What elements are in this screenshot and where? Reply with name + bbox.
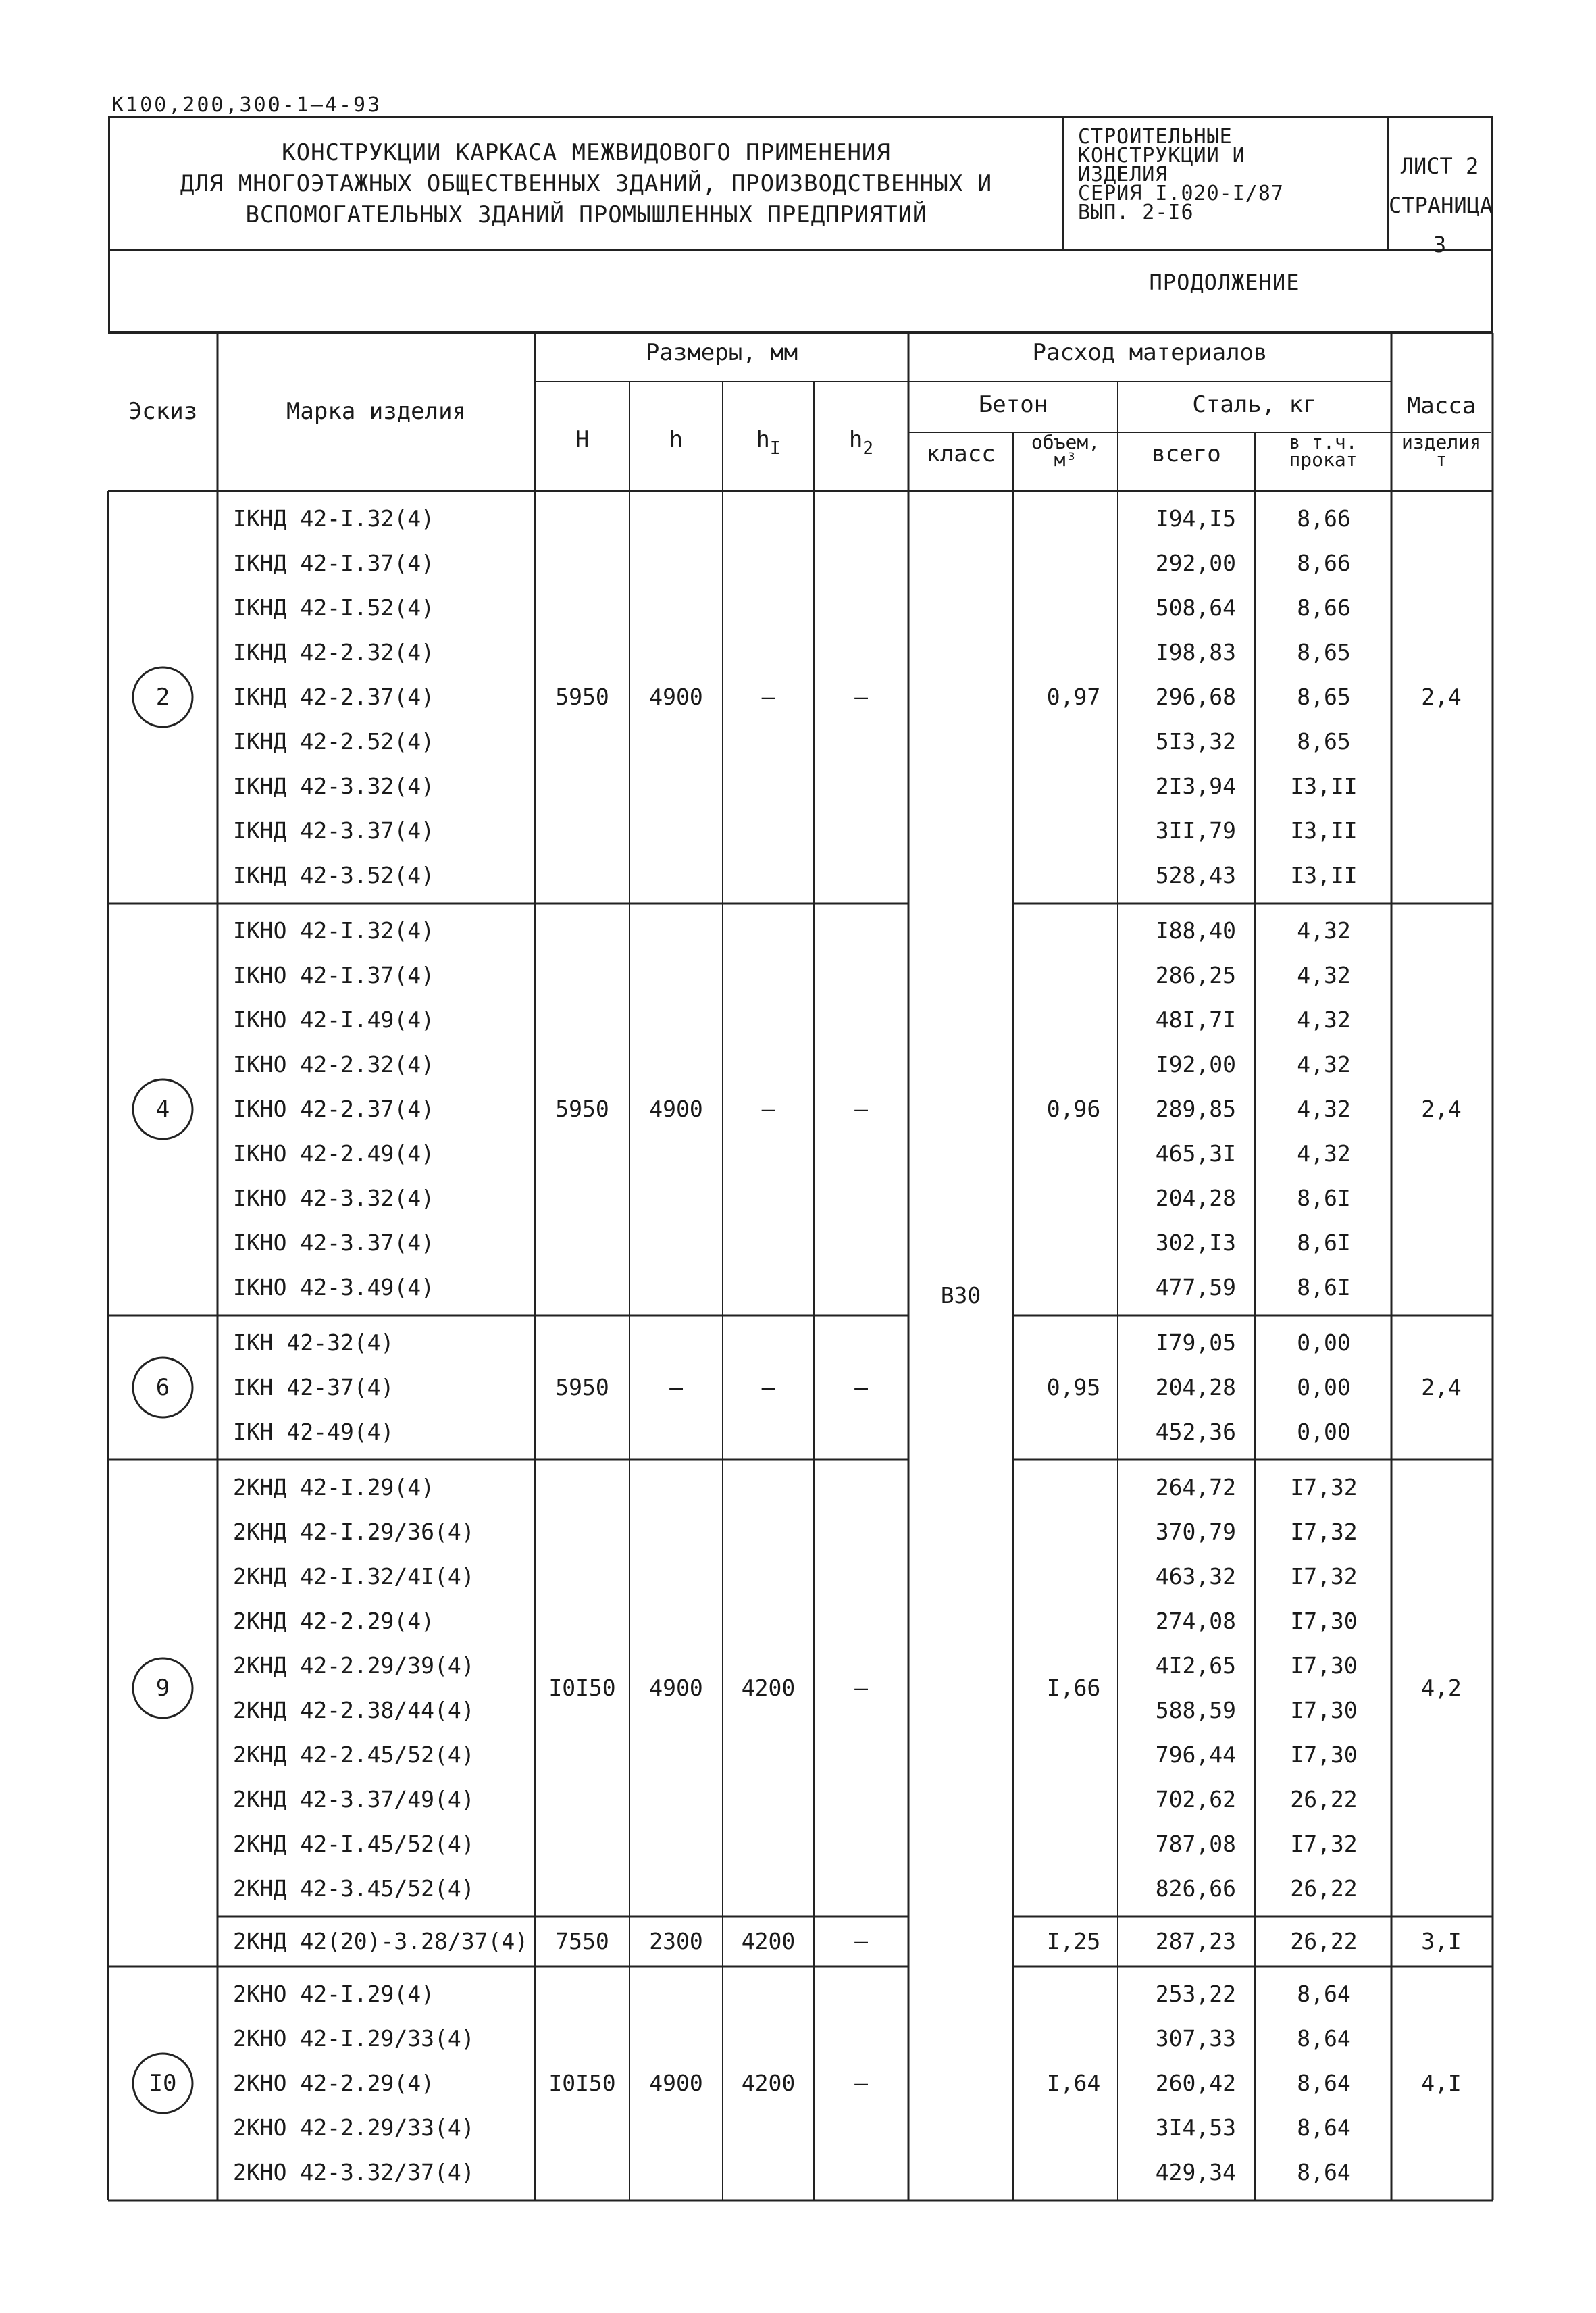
steel-rolled-value: 8,64	[1297, 1981, 1351, 2007]
product-mark: 2КНД 42-I.45/52(4)	[233, 1831, 475, 1857]
mass-value: 2,4	[1421, 684, 1462, 710]
product-mark: IКНД 42-3.32(4)	[233, 773, 435, 799]
steel-rolled-value: I7,32	[1290, 1474, 1358, 1500]
steel-rolled-value: I7,30	[1290, 1697, 1358, 1723]
concrete-class-value: В30	[940, 1282, 981, 1308]
steel-total-value: 508,64	[1155, 594, 1236, 621]
steel-rolled-value: I7,32	[1290, 1519, 1358, 1545]
product-mark: IКНД 42-I.32(4)	[233, 505, 435, 532]
product-mark: IКНД 42-I.37(4)	[233, 550, 435, 576]
sheet-number: ЛИСТ 2	[1400, 153, 1479, 179]
sketch-number: 4	[155, 1096, 170, 1123]
steel-rolled-value: I3,II	[1290, 817, 1358, 844]
materials-header: Расход материалов	[1032, 339, 1268, 366]
product-mark: 2КНД 42-2.29/39(4)	[233, 1652, 475, 1679]
steel-total-value: 48I,7I	[1155, 1007, 1236, 1033]
steel-rolled-value: 4,32	[1297, 1096, 1351, 1122]
product-mark: IКНО 42-3.32(4)	[233, 1185, 435, 1211]
h-value: 4900	[649, 1675, 703, 1701]
steel-incl-header: в т.ч.	[1289, 431, 1358, 453]
product-mark: IКНО 42-3.49(4)	[233, 1274, 435, 1300]
steel-total-value: 264,72	[1155, 1474, 1236, 1500]
steel-rolled-value: 8,64	[1297, 2114, 1351, 2141]
steel-rolled-value: 8,6I	[1297, 1274, 1351, 1300]
mass-value: 4,I	[1421, 2070, 1462, 2096]
product-mark: IКН 42-49(4)	[233, 1419, 394, 1445]
mass-value: 2,4	[1421, 1096, 1462, 1122]
product-mark: 2КНД 42-3.45/52(4)	[233, 1875, 475, 1902]
steel-rolled-value: I3,II	[1290, 773, 1358, 799]
steel-rolled-value: 4,32	[1297, 1051, 1351, 1077]
concrete-volume-value: 0,97	[1046, 684, 1101, 710]
steel-rolled-value: 26,22	[1290, 1786, 1358, 1812]
product-mark: 2КНД 42-2.29(4)	[233, 1608, 435, 1634]
volume-header: объем,	[1031, 431, 1100, 453]
product-mark: 2КНО 42-I.29/33(4)	[233, 2025, 475, 2052]
steel-total-value: 289,85	[1155, 1096, 1236, 1122]
h1-value: –	[761, 1096, 775, 1122]
h-value: –	[669, 1374, 683, 1400]
concrete-volume-value: 0,96	[1046, 1096, 1101, 1122]
product-mark: IКНД 42-2.52(4)	[233, 728, 435, 755]
product-mark: 2КНО 42-3.32/37(4)	[233, 2159, 475, 2185]
sketch-number: 6	[155, 1374, 170, 1401]
series-line: ВЫП. 2-I6	[1078, 201, 1194, 224]
steel-rolled-value: 26,22	[1290, 1875, 1358, 1902]
steel-rolled-value: 8,65	[1297, 728, 1351, 755]
h2-value: –	[854, 1374, 868, 1400]
product-mark: IКНО 42-I.37(4)	[233, 962, 435, 988]
steel-rolled-value: I7,30	[1290, 1652, 1358, 1679]
concrete-header: Бетон	[978, 391, 1048, 418]
steel-total-value: 465,3I	[1155, 1140, 1236, 1167]
sketch-number: 2	[155, 684, 170, 711]
steel-header: Сталь, кг	[1192, 391, 1317, 418]
product-mark: 2КНД 42-I.32/4I(4)	[233, 1563, 475, 1590]
steel-rolled-value: 0,00	[1297, 1419, 1351, 1445]
product-mark: IКНД 42-2.37(4)	[233, 684, 435, 710]
steel-rolled-value: I7,30	[1290, 1742, 1358, 1768]
steel-total-value: 307,33	[1155, 2025, 1236, 2052]
product-mark: IКНО 42-I.49(4)	[233, 1007, 435, 1033]
product-mark: IКНД 42-I.52(4)	[233, 594, 435, 621]
H-value: I0I50	[548, 2070, 616, 2096]
steel-rolled-value: 4,32	[1297, 962, 1351, 988]
product-mark: 2КНД 42-I.29/36(4)	[233, 1519, 475, 1545]
steel-total-value: 370,79	[1155, 1519, 1236, 1545]
steel-rolled-value: 8,64	[1297, 2025, 1351, 2052]
product-mark: 2КНО 42-2.29/33(4)	[233, 2114, 475, 2141]
H-value: 5950	[555, 1096, 609, 1122]
product-mark: 2КНД 42-2.38/44(4)	[233, 1697, 475, 1723]
steel-total-value: 253,22	[1155, 1981, 1236, 2007]
steel-total-value: I98,83	[1155, 639, 1236, 665]
document-code: К100,200,300-1—4-93	[111, 93, 382, 117]
title-line: КОНСТРУКЦИИ КАРКАСА МЕЖВИДОВОГО ПРИМЕНЕНИЯ	[282, 139, 891, 166]
h-value: 4900	[649, 684, 703, 710]
concrete-volume-value: I,66	[1046, 1675, 1101, 1701]
steel-total-value: 588,59	[1155, 1697, 1236, 1723]
mass-unit-header: т	[1435, 449, 1447, 471]
series-line: ИЗДЕЛИЯ	[1078, 163, 1168, 186]
steel-total-value: 477,59	[1155, 1274, 1236, 1300]
series-line: КОНСТРУКЦИИ И	[1078, 144, 1245, 168]
steel-total-value: I88,40	[1155, 917, 1236, 944]
steel-rolled-value: 8,66	[1297, 550, 1351, 576]
sketch-number: 9	[155, 1675, 170, 1702]
product-mark: IКНО 42-I.32(4)	[233, 917, 435, 944]
h1-value: 4200	[741, 1928, 796, 1954]
concrete-volume-value: 0,95	[1046, 1374, 1101, 1400]
steel-total-value: I94,I5	[1155, 505, 1236, 532]
title-line: ВСПОМОГАТЕЛЬНЫХ ЗДАНИЙ ПРОМЫШЛЕННЫХ ПРЕДПРИЯТИЙ	[245, 201, 927, 228]
product-mark: 2КНД 42-I.29(4)	[233, 1474, 435, 1500]
steel-total-value: 2I3,94	[1155, 773, 1236, 799]
product-mark: 2КНД 42(20)-3.28/37(4)	[233, 1928, 529, 1954]
steel-total-value: 452,36	[1155, 1419, 1236, 1445]
steel-total-value: 5I3,32	[1155, 728, 1236, 755]
steel-rolled-value: 8,66	[1297, 594, 1351, 621]
h1-value: –	[761, 684, 775, 710]
steel-rolled-value: 4,32	[1297, 1140, 1351, 1167]
mass-item-header: изделия	[1401, 431, 1482, 453]
h-value: 2300	[649, 1928, 703, 1954]
mass-header: Масса	[1406, 392, 1476, 420]
product-mark: IКН 42-32(4)	[233, 1329, 394, 1356]
steel-rolled-value: I3,II	[1290, 862, 1358, 888]
product-mark: 2КНО 42-2.29(4)	[233, 2070, 435, 2096]
steel-rolled-value: 26,22	[1290, 1928, 1358, 1954]
product-mark: IКНО 42-3.37(4)	[233, 1229, 435, 1256]
steel-total-value: 204,28	[1155, 1185, 1236, 1211]
steel-total-value: 296,68	[1155, 684, 1236, 710]
steel-rolled-value: 8,66	[1297, 505, 1351, 532]
steel-total-value: 826,66	[1155, 1875, 1236, 1902]
h2-value: –	[854, 1096, 868, 1122]
H-value: 5950	[555, 684, 609, 710]
continuation-label: ПРОДОЛЖЕНИЕ	[1149, 270, 1300, 295]
H-value: I0I50	[548, 1675, 616, 1701]
h-value: 4900	[649, 1096, 703, 1122]
mass-value: 4,2	[1421, 1675, 1462, 1701]
steel-total-value: 3II,79	[1155, 817, 1236, 844]
series-line: СТРОИТЕЛЬНЫЕ	[1078, 125, 1233, 149]
sizes-header: Размеры, мм	[645, 339, 798, 366]
steel-total-value: 302,I3	[1155, 1229, 1236, 1256]
steel-rolled-value: 8,6I	[1297, 1185, 1351, 1211]
steel-total-value: 429,34	[1155, 2159, 1236, 2185]
steel-rolled-value: 8,6I	[1297, 1229, 1351, 1256]
product-mark: IКНО 42-2.32(4)	[233, 1051, 435, 1077]
mark-header: Марка изделия	[286, 398, 467, 425]
h2-value: –	[854, 1675, 868, 1701]
steel-total-value: 204,28	[1155, 1374, 1236, 1400]
class-header: класс	[926, 440, 996, 467]
steel-total-value: 286,25	[1155, 962, 1236, 988]
steel-total-header: всего	[1152, 440, 1221, 467]
steel-total-value: I79,05	[1155, 1329, 1236, 1356]
concrete-volume-value: I,64	[1046, 2070, 1101, 2096]
title-line: ДЛЯ МНОГОЭТАЖНЫХ ОБЩЕСТВЕННЫХ ЗДАНИЙ, ПРОИЗВОДСТВЕННЫХ И	[180, 170, 993, 197]
concrete-volume-value: I,25	[1046, 1928, 1101, 1954]
mass-value: 3,I	[1421, 1928, 1462, 1954]
steel-total-value: 787,08	[1155, 1831, 1236, 1857]
steel-rolled-value: 4,32	[1297, 1007, 1351, 1033]
steel-total-value: 528,43	[1155, 862, 1236, 888]
h1-value: –	[761, 1374, 775, 1400]
h1-value: 4200	[741, 2070, 796, 2096]
h2-header: $h_2$	[848, 426, 874, 459]
mass-value: 2,4	[1421, 1374, 1462, 1400]
steel-rolled-value: 8,65	[1297, 684, 1351, 710]
product-mark: 2КНО 42-I.29(4)	[233, 1981, 435, 2007]
steel-rolled-value: 8,64	[1297, 2159, 1351, 2185]
product-mark: 2КНД 42-2.45/52(4)	[233, 1742, 475, 1768]
h-value: 4900	[649, 2070, 703, 2096]
h2-value: –	[854, 1928, 868, 1954]
h-header: h	[669, 426, 684, 453]
steel-total-value: 292,00	[1155, 550, 1236, 576]
steel-rolled-value: 8,65	[1297, 639, 1351, 665]
product-mark: IКНД 42-3.37(4)	[233, 817, 435, 844]
steel-total-value: 287,23	[1155, 1928, 1236, 1954]
steel-rolled-header: прокат	[1289, 449, 1358, 471]
steel-total-value: 702,62	[1155, 1786, 1236, 1812]
steel-total-value: 4I2,65	[1155, 1652, 1236, 1679]
product-mark: IКНД 42-2.32(4)	[233, 639, 435, 665]
H-header: Н	[575, 426, 590, 453]
H-value: 7550	[555, 1928, 609, 1954]
steel-rolled-value: I7,32	[1290, 1563, 1358, 1590]
h2-value: –	[854, 2070, 868, 2096]
steel-rolled-value: 4,32	[1297, 917, 1351, 944]
series-line: СЕРИЯ I.020-I/87	[1078, 182, 1284, 205]
steel-total-value: 274,08	[1155, 1608, 1236, 1634]
steel-rolled-value: I7,30	[1290, 1608, 1358, 1634]
steel-rolled-value: I7,32	[1290, 1831, 1358, 1857]
steel-rolled-value: 0,00	[1297, 1374, 1351, 1400]
steel-total-value: 260,42	[1155, 2070, 1236, 2096]
h1-value: 4200	[741, 1675, 796, 1701]
H-value: 5950	[555, 1374, 609, 1400]
volume-unit-header: м³	[1054, 449, 1077, 471]
product-mark: IКН 42-37(4)	[233, 1374, 394, 1400]
steel-total-value: 3I4,53	[1155, 2114, 1236, 2141]
sketch-header: Эскиз	[128, 398, 198, 425]
product-mark: IКНО 42-2.37(4)	[233, 1096, 435, 1122]
h2-value: –	[854, 684, 868, 710]
sketch-number: I0	[149, 2070, 177, 2097]
product-mark: IКНД 42-3.52(4)	[233, 862, 435, 888]
steel-total-value: 796,44	[1155, 1742, 1236, 1768]
steel-rolled-value: 0,00	[1297, 1329, 1351, 1356]
steel-total-value: I92,00	[1155, 1051, 1236, 1077]
product-mark: 2КНД 42-3.37/49(4)	[233, 1786, 475, 1812]
steel-rolled-value: 8,64	[1297, 2070, 1351, 2096]
product-mark: IКНО 42-2.49(4)	[233, 1140, 435, 1167]
h1-header: $h_I$	[756, 426, 781, 459]
page-number: СТРАНИЦА 3	[1389, 193, 1493, 257]
steel-total-value: 463,32	[1155, 1563, 1236, 1590]
